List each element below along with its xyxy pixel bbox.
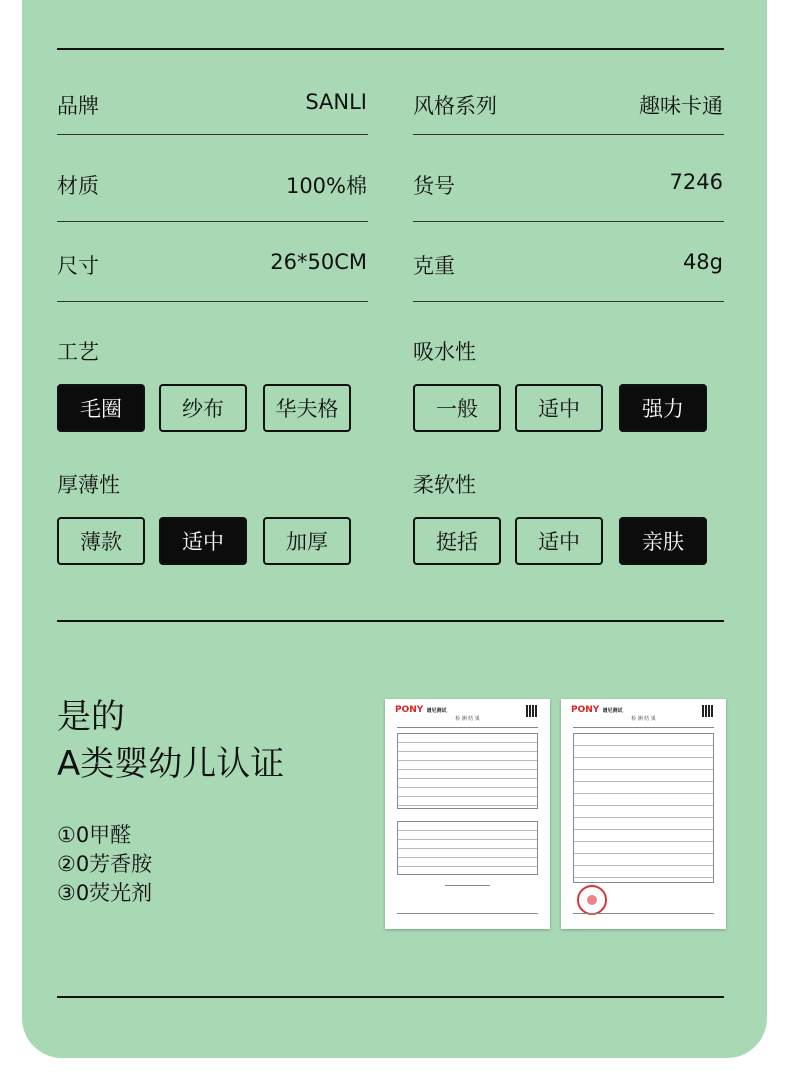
thickness-option-medium[interactable]: 适中 — [159, 517, 247, 565]
softness-option-medium[interactable]: 适中 — [515, 517, 603, 565]
absorb-option-strong[interactable]: 强力 — [619, 384, 707, 432]
spec-divider — [57, 301, 368, 302]
cert-headline-2: A类婴幼儿认证 — [57, 744, 285, 784]
spec-label-material: 材质 — [57, 174, 99, 198]
report-title: 检 测 结 果 — [631, 716, 656, 722]
spec-divider — [413, 134, 724, 135]
spec-divider — [57, 221, 368, 222]
cert-item-formaldehyde: ①0甲醛 — [57, 823, 132, 847]
absorb-option-normal[interactable]: 一般 — [413, 384, 501, 432]
test-report-image-2 — [561, 699, 726, 929]
absorb-title: 吸水性 — [413, 340, 476, 364]
spec-value-item-no: 7246 — [669, 170, 723, 194]
spec-label-brand: 品牌 — [57, 94, 99, 118]
spec-label-item-no: 货号 — [413, 174, 455, 198]
thickness-option-thin[interactable]: 薄款 — [57, 517, 145, 565]
thickness-title: 厚薄性 — [57, 473, 120, 497]
spec-value-material: 100%棉 — [285, 174, 367, 198]
softness-option-crisp[interactable]: 挺括 — [413, 517, 501, 565]
report-title: 检 测 结 果 — [455, 716, 480, 722]
test-report-image-1 — [385, 699, 550, 929]
cert-headline-1: 是的 — [57, 697, 125, 737]
cert-item-aromatic-amine: ②0芳香胺 — [57, 852, 153, 876]
thickness-option-thick[interactable]: 加厚 — [263, 517, 351, 565]
divider-top — [57, 48, 724, 50]
spec-divider — [413, 301, 724, 302]
divider-bottom — [57, 996, 724, 998]
report-logo: PONY 谱尼测试 — [395, 705, 447, 715]
craft-option-terry[interactable]: 毛圈 — [57, 384, 145, 432]
spec-value-brand: SANLI — [305, 90, 367, 114]
report-logo: PONY 谱尼测试 — [571, 705, 623, 715]
spec-label-weight: 克重 — [413, 254, 455, 278]
spec-value-size: 26*50CM — [270, 250, 367, 274]
softness-option-skin-friendly[interactable]: 亲肤 — [619, 517, 707, 565]
craft-option-gauze[interactable]: 纱布 — [159, 384, 247, 432]
spec-value-weight: 48g — [682, 250, 723, 274]
cert-item-fluorescent: ③0荧光剂 — [57, 881, 153, 905]
absorb-option-medium[interactable]: 适中 — [515, 384, 603, 432]
spec-label-style: 风格系列 — [413, 94, 497, 118]
craft-title: 工艺 — [57, 340, 99, 364]
spec-value-style: 趣味卡通 — [639, 94, 723, 118]
spec-label-size: 尺寸 — [57, 254, 99, 278]
spec-divider — [413, 221, 724, 222]
softness-title: 柔软性 — [413, 473, 476, 497]
spec-divider — [57, 134, 368, 135]
divider-middle — [57, 620, 724, 622]
craft-option-waffle[interactable]: 华夫格 — [263, 384, 351, 432]
seal-stamp-icon — [577, 885, 607, 915]
